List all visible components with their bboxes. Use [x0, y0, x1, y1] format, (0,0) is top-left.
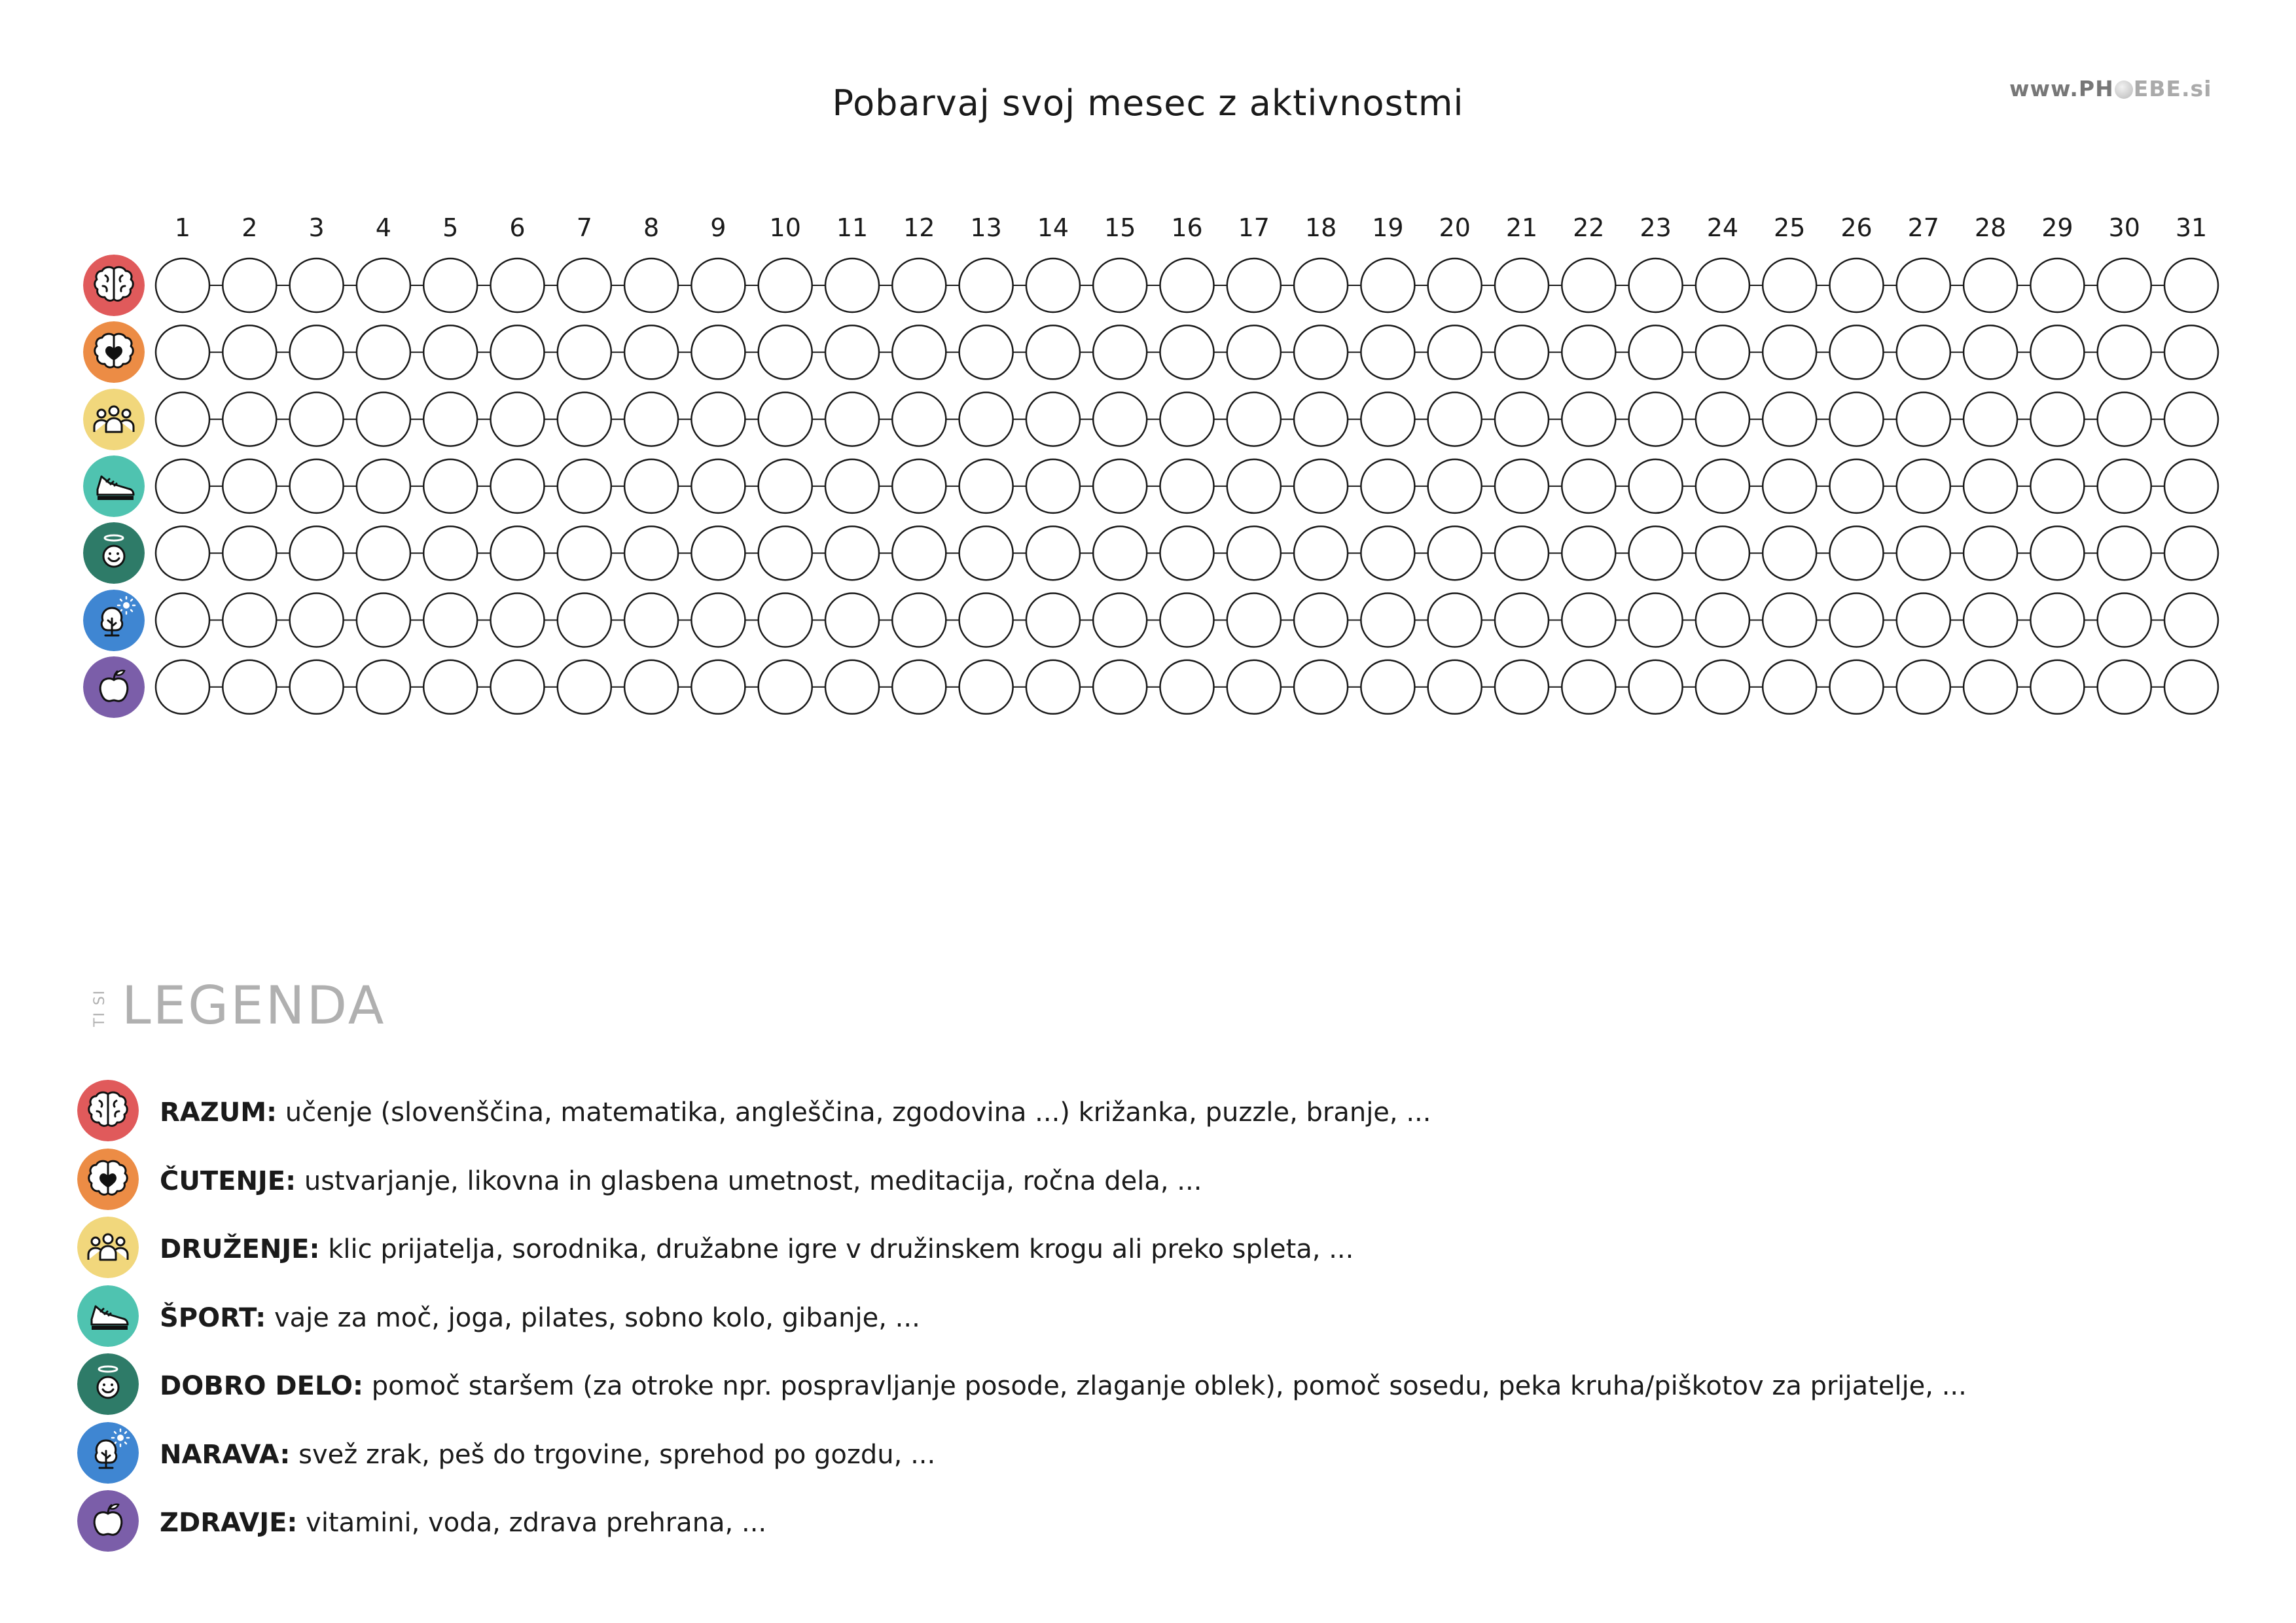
day-number-label: 18	[1304, 213, 1337, 242]
day-circle-sport[interactable]	[156, 459, 209, 513]
day-circle-zdravje[interactable]	[1026, 660, 1080, 714]
sneaker-icon	[77, 1285, 139, 1347]
day-circle-razum[interactable]	[1026, 259, 1080, 312]
day-circle-cutenje[interactable]	[1495, 325, 1549, 379]
day-circle-dobro-delo[interactable]	[491, 526, 545, 580]
day-circle-narava[interactable]	[1026, 594, 1080, 647]
day-circle-razum[interactable]	[825, 259, 879, 312]
day-circle-druzenje[interactable]	[892, 393, 946, 446]
page-title: Pobarvaj svoj mesec z aktivnostmi	[832, 82, 1464, 124]
day-circle-razum[interactable]	[1763, 259, 1816, 312]
day-circle-razum[interactable]	[1428, 259, 1482, 312]
day-circle-zdravje[interactable]	[1562, 660, 1615, 714]
day-circle-druzenje[interactable]	[1093, 393, 1147, 446]
day-circle-cutenje[interactable]	[1294, 325, 1348, 379]
day-circle-zdravje[interactable]	[1495, 660, 1549, 714]
legend-category-description: vaje za moč, joga, pilates, sobno kolo, gibanje, ...	[274, 1302, 920, 1333]
day-circle-cutenje[interactable]	[691, 325, 745, 379]
day-circle-sport[interactable]	[691, 459, 745, 513]
day-circle-druzenje[interactable]	[2164, 393, 2218, 446]
activity-tracker-grid	[0, 0, 2296, 746]
legend-text	[160, 1490, 766, 1556]
day-circle-dobro-delo[interactable]	[1093, 526, 1147, 580]
day-circle-dobro-delo[interactable]	[1562, 526, 1615, 580]
legend-category-description: pomoč staršem (za otroke npr. pospravljanje posode, zlaganje oblek), pomoč sosedu, peka kruha/piškotov za prijatelje, ...	[371, 1371, 1967, 1401]
day-circle-dobro-delo[interactable]	[825, 526, 879, 580]
day-circle-druzenje[interactable]	[156, 393, 209, 446]
day-circle-sport[interactable]	[1696, 459, 1749, 513]
day-circle-druzenje[interactable]	[1830, 393, 1884, 446]
day-number-label: 10	[769, 213, 801, 242]
day-circle-sport[interactable]	[2030, 459, 2084, 513]
day-circle-dobro-delo[interactable]	[960, 526, 1013, 580]
day-circle-zdravje[interactable]	[759, 660, 812, 714]
day-circle-sport[interactable]	[223, 459, 276, 513]
legend-text	[160, 1353, 1967, 1419]
day-circle-zdravje[interactable]	[1897, 660, 1950, 714]
day-circle-razum[interactable]	[1964, 259, 2017, 312]
tracker-row-druzenje	[156, 393, 2218, 446]
people-icon	[83, 389, 145, 450]
day-circle-zdravje[interactable]	[825, 660, 879, 714]
day-circle-sport[interactable]	[491, 459, 545, 513]
day-number-labels	[175, 213, 2207, 242]
day-circle-cutenje[interactable]	[491, 325, 545, 379]
day-circle-zdravje[interactable]	[1361, 660, 1414, 714]
day-circle-sport[interactable]	[1093, 459, 1147, 513]
legend-text	[160, 1422, 935, 1488]
day-circle-narava[interactable]	[2164, 594, 2218, 647]
day-circle-razum[interactable]	[1227, 259, 1281, 312]
day-circle-sport[interactable]	[2098, 459, 2151, 513]
legend-category-name: ČUTENJE:	[160, 1166, 296, 1196]
brain-icon	[77, 1080, 139, 1141]
day-circle-cutenje[interactable]	[1093, 325, 1147, 379]
legend-category-name: NARAVA:	[160, 1439, 291, 1470]
legend-title: LEGENDA	[122, 975, 386, 1036]
day-circle-cutenje[interactable]	[223, 325, 276, 379]
day-circle-cutenje[interactable]	[423, 325, 477, 379]
day-circle-razum[interactable]	[624, 259, 678, 312]
brand-prefix: www.PH	[2009, 76, 2114, 101]
halo-smiley-icon	[77, 1353, 139, 1415]
day-circle-narava[interactable]	[2098, 594, 2151, 647]
day-number-label: 15	[1104, 213, 1136, 242]
day-circle-cutenje[interactable]	[1964, 325, 2017, 379]
apple-icon	[83, 656, 145, 718]
day-circle-druzenje[interactable]	[1294, 393, 1348, 446]
day-circle-razum[interactable]	[1160, 259, 1214, 312]
day-circle-zdravje[interactable]	[691, 660, 745, 714]
day-number-label: 12	[903, 213, 935, 242]
day-circle-dobro-delo[interactable]	[156, 526, 209, 580]
day-circle-razum[interactable]	[423, 259, 477, 312]
day-circle-narava[interactable]	[1495, 594, 1549, 647]
day-circle-dobro-delo[interactable]	[1495, 526, 1549, 580]
day-circle-sport[interactable]	[960, 459, 1013, 513]
day-circle-druzenje[interactable]	[759, 393, 812, 446]
day-circle-narava[interactable]	[759, 594, 812, 647]
day-circle-druzenje[interactable]	[1696, 393, 1749, 446]
people-icon	[77, 1217, 139, 1278]
legend-side-label: TI SI	[92, 989, 108, 1027]
day-number-label: 9	[710, 213, 726, 242]
day-circle-dobro-delo[interactable]	[2030, 526, 2084, 580]
day-circle-cutenje[interactable]	[825, 325, 879, 379]
day-number-label: 26	[1840, 213, 1873, 242]
day-number-label: 24	[1706, 213, 1739, 242]
day-circle-zdravje[interactable]	[1696, 660, 1749, 714]
day-circle-zdravje[interactable]	[2098, 660, 2151, 714]
day-circle-razum[interactable]	[156, 259, 209, 312]
legend-category-description: vitamini, voda, zdrava prehrana, ...	[306, 1508, 767, 1538]
day-circle-cutenje[interactable]	[892, 325, 946, 379]
day-number-label: 25	[1774, 213, 1806, 242]
day-circle-razum[interactable]	[290, 259, 344, 312]
day-number-label: 17	[1238, 213, 1270, 242]
day-circle-dobro-delo[interactable]	[1830, 526, 1884, 580]
tree-sun-icon	[83, 590, 145, 651]
legend-category-name: DRUŽENJE:	[160, 1234, 320, 1264]
day-circle-sport[interactable]	[624, 459, 678, 513]
day-number-label: 22	[1573, 213, 1605, 242]
day-circle-razum[interactable]	[1897, 259, 1950, 312]
day-circle-razum[interactable]	[223, 259, 276, 312]
day-circle-zdravje[interactable]	[558, 660, 611, 714]
day-circle-zdravje[interactable]	[1428, 660, 1482, 714]
day-circle-zdravje[interactable]	[423, 660, 477, 714]
day-circle-druzenje[interactable]	[357, 393, 410, 446]
day-circle-cutenje[interactable]	[2098, 325, 2151, 379]
day-circle-dobro-delo[interactable]	[2098, 526, 2151, 580]
legend-text	[160, 1217, 1354, 1282]
day-number-label: 30	[2108, 213, 2140, 242]
tracker-row-razum	[156, 259, 2218, 312]
legend-text	[160, 1285, 920, 1351]
day-circle-narava[interactable]	[1160, 594, 1214, 647]
day-circle-zdravje[interactable]	[1160, 660, 1214, 714]
day-circle-druzenje[interactable]	[1495, 393, 1549, 446]
day-circle-narava[interactable]	[156, 594, 209, 647]
day-circle-narava[interactable]	[491, 594, 545, 647]
day-circle-zdravje[interactable]	[1294, 660, 1348, 714]
day-circle-druzenje[interactable]	[423, 393, 477, 446]
legend-category-name: ZDRAVJE:	[160, 1508, 298, 1538]
day-circle-razum[interactable]	[2164, 259, 2218, 312]
day-circle-cutenje[interactable]	[1026, 325, 1080, 379]
day-circle-zdravje[interactable]	[156, 660, 209, 714]
day-circle-narava[interactable]	[290, 594, 344, 647]
day-number-label: 1	[174, 213, 191, 242]
day-circle-narava[interactable]	[1830, 594, 1884, 647]
day-circle-narava[interactable]	[1361, 594, 1414, 647]
day-circle-narava[interactable]	[1428, 594, 1482, 647]
day-circle-cutenje[interactable]	[2164, 325, 2218, 379]
legend-category-description: ustvarjanje, likovna in glasbena umetnost, meditacija, ročna dela, ...	[304, 1166, 1202, 1196]
day-circle-druzenje[interactable]	[825, 393, 879, 446]
day-circle-dobro-delo[interactable]	[1763, 526, 1816, 580]
day-circle-razum[interactable]	[2098, 259, 2151, 312]
day-number-label: 16	[1171, 213, 1203, 242]
day-circle-dobro-delo[interactable]	[1964, 526, 2017, 580]
day-circle-druzenje[interactable]	[1428, 393, 1482, 446]
day-circle-druzenje[interactable]	[1160, 393, 1214, 446]
day-circle-sport[interactable]	[2164, 459, 2218, 513]
day-circle-narava[interactable]	[357, 594, 410, 647]
day-circle-sport[interactable]	[290, 459, 344, 513]
day-circle-cutenje[interactable]	[624, 325, 678, 379]
day-circle-zdravje[interactable]	[1227, 660, 1281, 714]
day-circle-dobro-delo[interactable]	[1629, 526, 1683, 580]
day-circle-druzenje[interactable]	[223, 393, 276, 446]
tracker-row-dobro-delo	[156, 526, 2218, 580]
day-circle-sport[interactable]	[423, 459, 477, 513]
legend-text	[160, 1080, 1431, 1145]
day-circle-zdravje[interactable]	[892, 660, 946, 714]
day-circle-druzenje[interactable]	[960, 393, 1013, 446]
day-circle-sport[interactable]	[892, 459, 946, 513]
sneaker-icon	[83, 455, 145, 517]
day-circle-razum[interactable]	[558, 259, 611, 312]
day-circle-zdravje[interactable]	[1763, 660, 1816, 714]
day-circle-razum[interactable]	[892, 259, 946, 312]
day-circle-narava[interactable]	[1093, 594, 1147, 647]
day-circle-cutenje[interactable]	[1361, 325, 1414, 379]
day-number-label: 21	[1505, 213, 1538, 242]
day-circle-narava[interactable]	[892, 594, 946, 647]
day-number-label: 4	[375, 213, 391, 242]
day-circle-narava[interactable]	[1629, 594, 1683, 647]
day-circle-dobro-delo[interactable]	[759, 526, 812, 580]
tracker-row-narava	[156, 594, 2218, 647]
brain-heart-icon	[77, 1149, 139, 1210]
day-circle-dobro-delo[interactable]	[1160, 526, 1214, 580]
day-circle-dobro-delo[interactable]	[2164, 526, 2218, 580]
day-number-label: 3	[308, 213, 325, 242]
day-circle-zdravje[interactable]	[223, 660, 276, 714]
day-circle-dobro-delo[interactable]	[223, 526, 276, 580]
day-number-label: 5	[442, 213, 459, 242]
legend-category-description: učenje (slovenščina, matematika, angleščina, zgodovina ...) križanka, puzzle, branje, ...	[285, 1097, 1431, 1128]
day-circle-dobro-delo[interactable]	[624, 526, 678, 580]
brain-heart-icon	[83, 321, 145, 383]
day-circle-dobro-delo[interactable]	[1026, 526, 1080, 580]
day-circle-razum[interactable]	[691, 259, 745, 312]
day-circle-sport[interactable]	[1964, 459, 2017, 513]
day-circle-dobro-delo[interactable]	[1361, 526, 1414, 580]
legend-category-name: RAZUM:	[160, 1097, 278, 1128]
day-circle-dobro-delo[interactable]	[1696, 526, 1749, 580]
day-circle-dobro-delo[interactable]	[558, 526, 611, 580]
legend-category-description: svež zrak, peš do trgovine, sprehod po gozdu, ...	[298, 1439, 936, 1470]
day-circle-druzenje[interactable]	[1361, 393, 1414, 446]
day-circle-dobro-delo[interactable]	[892, 526, 946, 580]
day-number-label: 29	[2041, 213, 2073, 242]
day-circle-druzenje[interactable]	[1897, 393, 1950, 446]
day-circle-sport[interactable]	[357, 459, 410, 513]
tree-sun-icon	[77, 1422, 139, 1484]
day-circle-narava[interactable]	[1294, 594, 1348, 647]
day-circle-zdravje[interactable]	[1964, 660, 2017, 714]
day-circle-narava[interactable]	[423, 594, 477, 647]
day-circle-sport[interactable]	[1160, 459, 1214, 513]
day-circle-zdravje[interactable]	[960, 660, 1013, 714]
day-circle-sport[interactable]	[1026, 459, 1080, 513]
day-circle-cutenje[interactable]	[558, 325, 611, 379]
day-circle-razum[interactable]	[1294, 259, 1348, 312]
tracker-row-cutenje	[156, 325, 2218, 379]
day-circle-narava[interactable]	[1227, 594, 1281, 647]
day-circle-razum[interactable]	[1361, 259, 1414, 312]
day-circle-dobro-delo[interactable]	[1227, 526, 1281, 580]
day-circle-cutenje[interactable]	[1428, 325, 1482, 379]
day-circle-sport[interactable]	[1227, 459, 1281, 513]
day-circle-cutenje[interactable]	[156, 325, 209, 379]
day-circle-narava[interactable]	[825, 594, 879, 647]
day-number-label: 6	[509, 213, 526, 242]
day-circle-dobro-delo[interactable]	[357, 526, 410, 580]
day-number-label: 11	[836, 213, 869, 242]
day-circle-druzenje[interactable]	[1227, 393, 1281, 446]
day-circle-dobro-delo[interactable]	[1294, 526, 1348, 580]
brain-icon	[83, 255, 145, 316]
day-number-label: 13	[970, 213, 1002, 242]
day-circle-druzenje[interactable]	[558, 393, 611, 446]
day-circle-razum[interactable]	[1562, 259, 1615, 312]
day-circle-cutenje[interactable]	[1696, 325, 1749, 379]
day-circle-sport[interactable]	[1629, 459, 1683, 513]
day-circle-zdravje[interactable]	[1830, 660, 1884, 714]
day-circle-narava[interactable]	[960, 594, 1013, 647]
day-circle-zdravje[interactable]	[624, 660, 678, 714]
day-circle-cutenje[interactable]	[357, 325, 410, 379]
day-circle-narava[interactable]	[624, 594, 678, 647]
day-number-label: 31	[2175, 213, 2208, 242]
day-circle-druzenje[interactable]	[1629, 393, 1683, 446]
brand-suffix: EBE.si	[2133, 76, 2212, 101]
apple-icon	[77, 1490, 139, 1552]
legend-category-description: klic prijatelja, sorodnika, družabne igre v družinskem krogu ali preko spleta, ...	[328, 1234, 1354, 1264]
day-circle-cutenje[interactable]	[1830, 325, 1884, 379]
day-circle-dobro-delo[interactable]	[423, 526, 477, 580]
day-circle-zdravje[interactable]	[1093, 660, 1147, 714]
day-number-label: 23	[1640, 213, 1672, 242]
day-circle-sport[interactable]	[1830, 459, 1884, 513]
day-number-label: 14	[1037, 213, 1069, 242]
day-number-label: 8	[643, 213, 660, 242]
day-circle-sport[interactable]	[1294, 459, 1348, 513]
day-circle-zdravje[interactable]	[1629, 660, 1683, 714]
day-circle-razum[interactable]	[1495, 259, 1549, 312]
day-circle-sport[interactable]	[1495, 459, 1549, 513]
day-circle-narava[interactable]	[1964, 594, 2017, 647]
day-circle-druzenje[interactable]	[1562, 393, 1615, 446]
day-circle-narava[interactable]	[1763, 594, 1816, 647]
day-circle-narava[interactable]	[558, 594, 611, 647]
day-circle-zdravje[interactable]	[491, 660, 545, 714]
tracker-row-zdravje	[156, 660, 2218, 714]
day-number-label: 19	[1372, 213, 1404, 242]
day-circle-cutenje[interactable]	[1897, 325, 1950, 379]
day-circle-sport[interactable]	[1361, 459, 1414, 513]
day-circle-zdravje[interactable]	[2030, 660, 2084, 714]
day-number-label: 2	[242, 213, 258, 242]
day-circle-cutenje[interactable]	[1227, 325, 1281, 379]
legend-text	[160, 1149, 1202, 1214]
day-circle-sport[interactable]	[558, 459, 611, 513]
day-circle-druzenje[interactable]	[491, 393, 545, 446]
day-circle-narava[interactable]	[223, 594, 276, 647]
day-circle-sport[interactable]	[1562, 459, 1615, 513]
day-circle-druzenje[interactable]	[1964, 393, 2017, 446]
day-circle-razum[interactable]	[1093, 259, 1147, 312]
day-circle-razum[interactable]	[1830, 259, 1884, 312]
day-number-label: 27	[1907, 213, 1939, 242]
day-circle-sport[interactable]	[1763, 459, 1816, 513]
day-circle-cutenje[interactable]	[960, 325, 1013, 379]
day-number-label: 28	[1974, 213, 2007, 242]
day-circle-zdravje[interactable]	[357, 660, 410, 714]
legend-category-name: ŠPORT:	[160, 1302, 266, 1333]
day-circle-druzenje[interactable]	[2030, 393, 2084, 446]
day-number-label: 7	[576, 213, 592, 242]
day-circle-druzenje[interactable]	[290, 393, 344, 446]
day-circle-razum[interactable]	[2030, 259, 2084, 312]
day-circle-zdravje[interactable]	[290, 660, 344, 714]
day-circle-dobro-delo[interactable]	[1428, 526, 1482, 580]
day-circle-narava[interactable]	[1897, 594, 1950, 647]
tracker-rows	[156, 259, 2218, 714]
day-circle-razum[interactable]	[960, 259, 1013, 312]
tracker-row-sport	[156, 459, 2218, 513]
day-circle-cutenje[interactable]	[1160, 325, 1214, 379]
day-circle-cutenje[interactable]	[759, 325, 812, 379]
day-circle-cutenje[interactable]	[1629, 325, 1683, 379]
day-circle-zdravje[interactable]	[2164, 660, 2218, 714]
day-circle-razum[interactable]	[1629, 259, 1683, 312]
day-circle-druzenje[interactable]	[691, 393, 745, 446]
day-circle-druzenje[interactable]	[624, 393, 678, 446]
day-circle-razum[interactable]	[759, 259, 812, 312]
day-circle-razum[interactable]	[491, 259, 545, 312]
day-circle-sport[interactable]	[825, 459, 879, 513]
day-circle-dobro-delo[interactable]	[290, 526, 344, 580]
day-circle-sport[interactable]	[1897, 459, 1950, 513]
day-circle-druzenje[interactable]	[1763, 393, 1816, 446]
day-circle-narava[interactable]	[1562, 594, 1615, 647]
day-circle-narava[interactable]	[1696, 594, 1749, 647]
halo-smiley-icon	[83, 522, 145, 584]
day-circle-narava[interactable]	[691, 594, 745, 647]
day-circle-sport[interactable]	[1428, 459, 1482, 513]
day-circle-cutenje[interactable]	[1562, 325, 1615, 379]
day-circle-razum[interactable]	[357, 259, 410, 312]
day-circle-druzenje[interactable]	[2098, 393, 2151, 446]
day-number-label: 20	[1439, 213, 1471, 242]
day-circle-narava[interactable]	[2030, 594, 2084, 647]
day-circle-dobro-delo[interactable]	[1897, 526, 1950, 580]
day-circle-cutenje[interactable]	[2030, 325, 2084, 379]
day-circle-razum[interactable]	[1696, 259, 1749, 312]
day-circle-druzenje[interactable]	[1026, 393, 1080, 446]
day-circle-dobro-delo[interactable]	[691, 526, 745, 580]
legend-category-name: DOBRO DELO:	[160, 1371, 364, 1401]
day-circle-cutenje[interactable]	[1763, 325, 1816, 379]
day-circle-sport[interactable]	[759, 459, 812, 513]
day-circle-cutenje[interactable]	[290, 325, 344, 379]
